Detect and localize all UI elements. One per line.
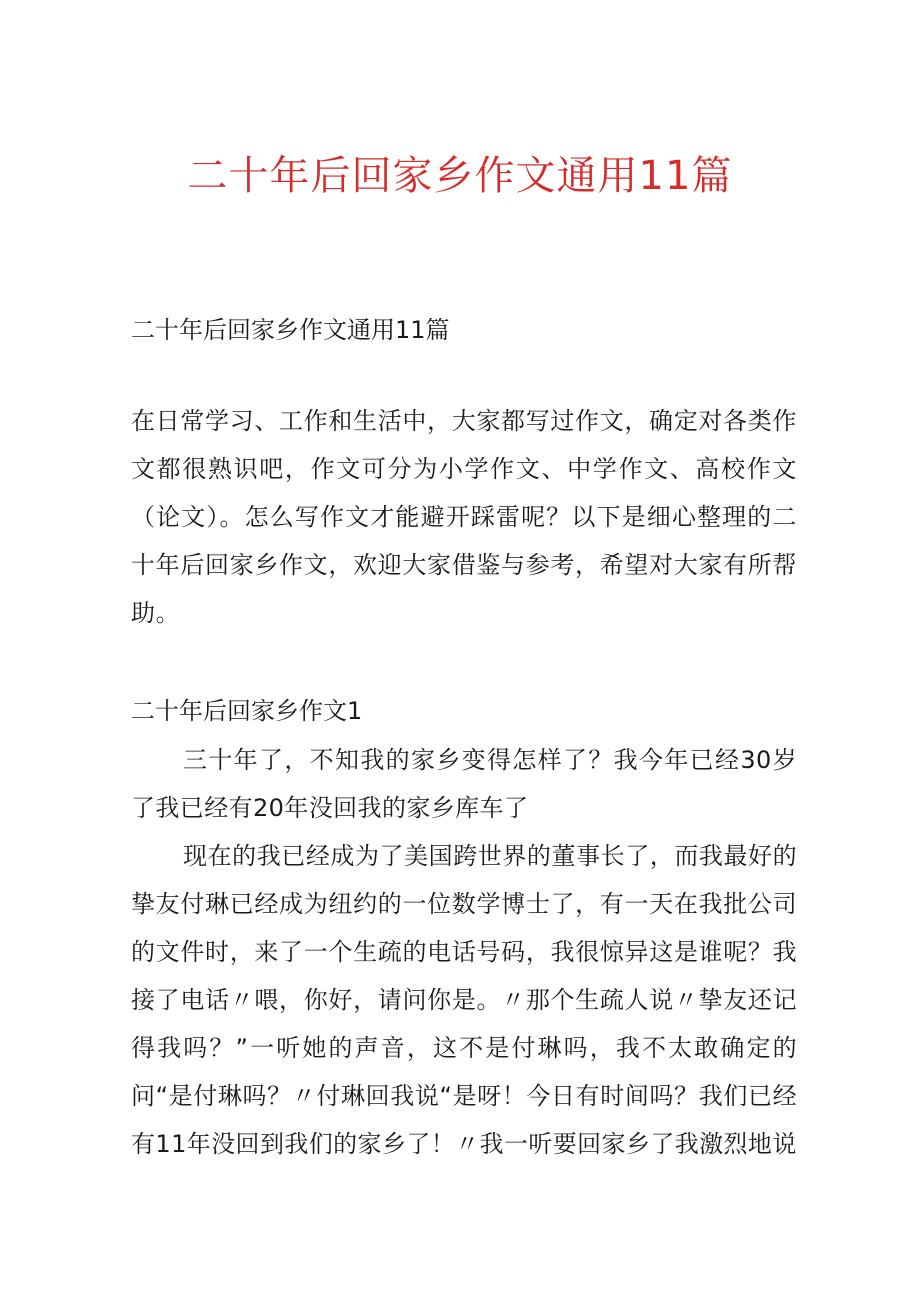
document-subtitle: 二十年后回家乡作文通用11篇 xyxy=(131,316,450,344)
document-title: 二十年后回家乡作文通用11篇 xyxy=(187,153,733,199)
body-paragraph-1: 三十年了，不知我的家乡变得怎样了？我今年已经30岁了我已经有20年没回我的家乡库车了 xyxy=(131,746,797,822)
section-heading: 二十年后回家乡作文1 xyxy=(131,697,363,725)
intro-paragraph: 在日常学习、工作和生活中，大家都写过作文，确定对各类作文都很熟识吧，作文可分为小学作文、中学作文、高校作文（论文）。怎么写作文才能避开踩雷呢？以下是细心整理的二十年后回家乡作文，欢迎大家借鉴与参考，希望对大家有所帮助。 xyxy=(131,407,797,627)
body-paragraph-2: 现在的我已经成为了美国跨世界的董事长了，而我最好的挚友付琳已经成为纽约的一位数学博士了，有一天在我批公司的文件时，来了一个生疏的电话号码，我很惊异这是谁呢？我接了电话〃喂，你好，请问你是。〃那个生疏人说〃挚友还记得我吗？”一听她的声音，这不是付琳吗，我不太敢确定的问“是付琳吗？〃付琳回我说“是呀！今日有时间吗？我们已经有11年没回到我们的家乡了！〃我一听要回家乡了我激烈地说 xyxy=(131,842,797,1158)
